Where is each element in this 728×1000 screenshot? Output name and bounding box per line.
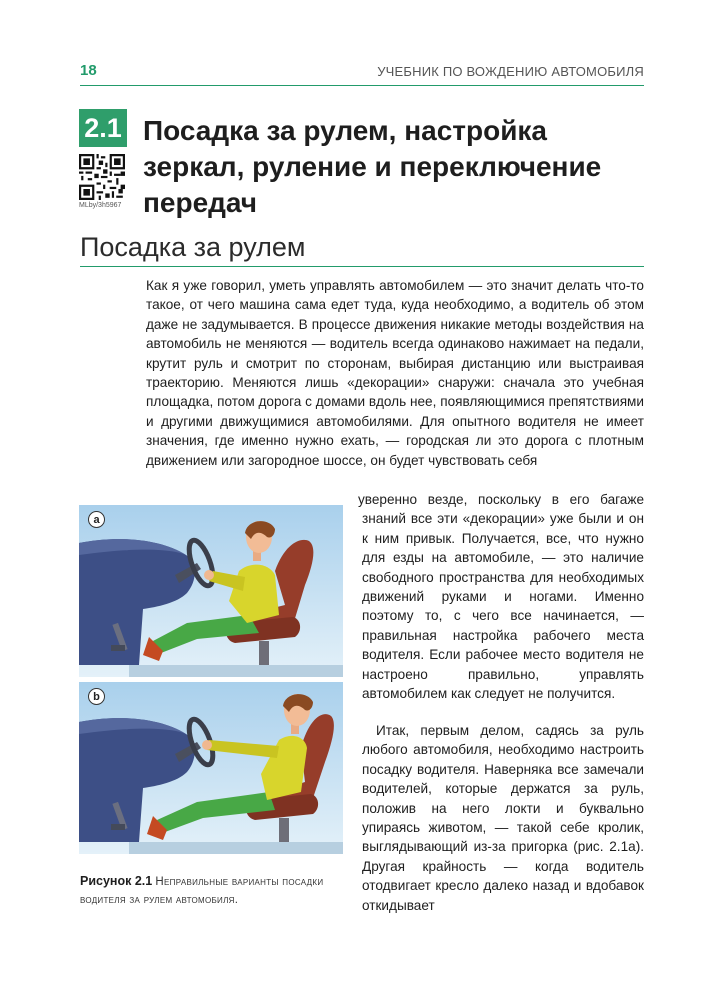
paragraph-seating: Итак, первым делом, садясь за руль любого автомобиля, необходимо настроить посадку водителя. Наверняка все замечали водителей, которые держатся за руль, положив на него локти и буквально упираясь животом, — такой себе кролик, выглядывающий из-за пригорка (рис. 2.1а). Другая крайность — когда водитель отодвигает кресло далеко назад и вдобавок откидывает (362, 723, 644, 913)
figure-caption-label: Рисунок 2.1 (80, 874, 153, 888)
qr-code-icon (79, 154, 125, 200)
driver-too-far-illustration (79, 682, 343, 854)
figure-caption-text: Неправильные варианты посадки водителя за рулем автомобиля. (80, 876, 324, 906)
section-number-badge: 2.1 (79, 109, 127, 147)
driver-too-close-illustration (79, 505, 343, 677)
page-number: 18 (80, 62, 97, 79)
figure-2-1b (79, 682, 343, 854)
figure-caption (80, 872, 330, 909)
subsection-divider (80, 266, 644, 267)
header-divider (80, 85, 644, 86)
subsection-title: Посадка за рулем (80, 232, 306, 262)
paragraph-intro-continued: уверенно везде, поскольку в его багаже знаний все эти «декорации» уже были и он к ним привык. Получается, все, что нужно для езды на автомобиле, — это наличие свободного пространства для необходимых движений руками и ногами. Именно поэтому то, с чего все начинается, — правильная настройка рабочего места водителя. Если рабочее место водителя не настроено правильно, управлять автомобилем как следует не получится. (358, 492, 644, 702)
figure-a-label: a (88, 511, 105, 528)
qr-caption: MLby/3h5967 (79, 202, 122, 209)
figure-2-1a (79, 505, 343, 677)
running-head: УЧЕБНИК ПО ВОЖДЕНИЮ АВТОМОБИЛЯ (377, 64, 644, 79)
figure-b-label: b (88, 688, 105, 705)
paragraph-intro: Как я уже говорил, уметь управлять автомобилем — это значит делать что-то такое, от чего машина сама едет туда, куда необходимо, а водитель об этом даже не задумывается. В процессе движения никакие методы воздействия на автомобиль не меняются — водитель всегда одинаково нажимает на педали, крутит руль и смотрит по сторонам, выбирая дистанцию или выстраивая траекторию. Меняются лишь «декорации» снаружи: сначала это учебная площадка, потом дорога с домами вдоль нее, появляющимися препятствиями и другими движущимися автомобилями. Для опытного водителя не имеет значения, где именно нужно ехать, — городская ли это дорога с плотным движением или загородное шоссе, он будет чувствовать себя (146, 278, 644, 468)
section-title: Посадка за рулем, настройка зеркал, руление и переключение передач (143, 115, 602, 218)
